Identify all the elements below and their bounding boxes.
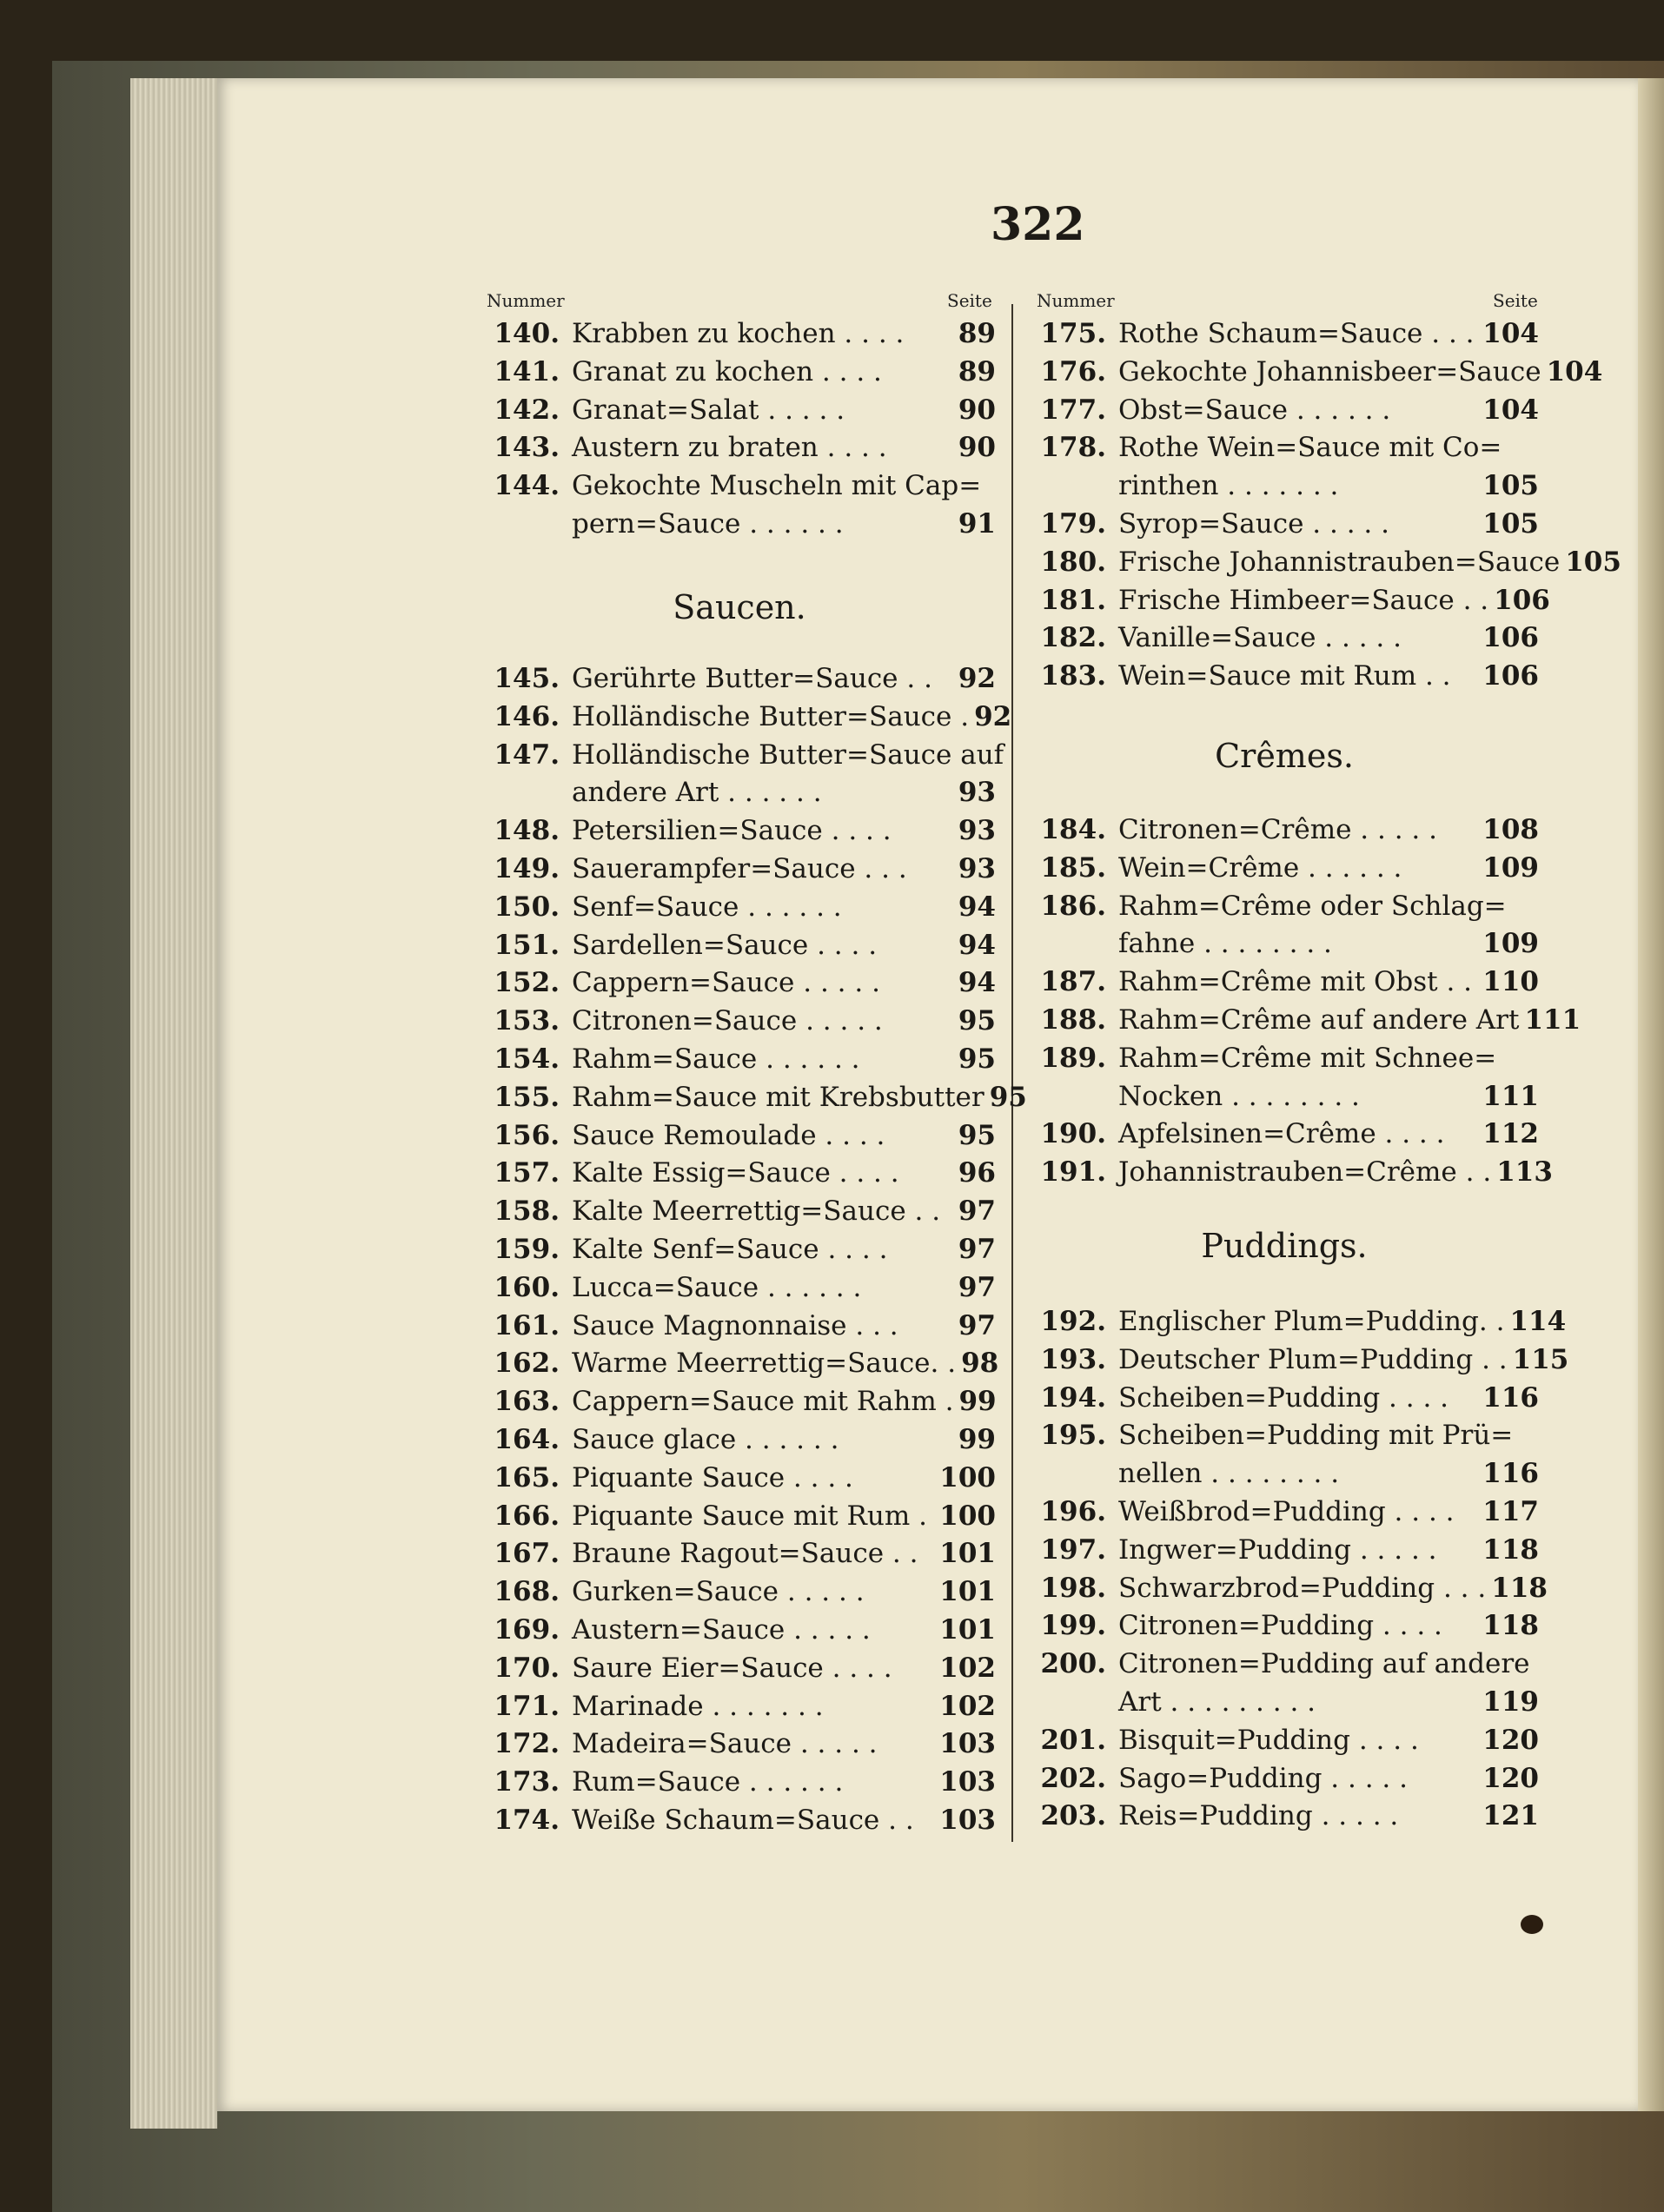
index-entry (1030, 1081, 1539, 1119)
entry-number: 159. (494, 1234, 560, 1265)
section-title-cremes: Crêmes. (1215, 737, 1354, 775)
index-entry (1030, 1572, 1548, 1611)
index-entry (483, 1386, 996, 1424)
entry-title: Austern=Sauce . . . . . (572, 1614, 871, 1646)
entry-number: 180. (1040, 546, 1106, 578)
entry-title: Petersilien=Sauce . . . . (572, 815, 892, 847)
entry-title: Lucca=Sauce . . . . . . (572, 1271, 862, 1303)
entry-title: Austern zu braten . . . . (572, 432, 887, 464)
entry-number: 152. (494, 967, 560, 999)
entry-number: 148. (494, 815, 560, 847)
entry-page: 116 (1482, 1458, 1539, 1490)
entry-title: Warme Meerrettig=Sauce. . (572, 1348, 957, 1380)
page-number: 322 (991, 198, 1085, 251)
index-entry (1030, 1496, 1539, 1534)
entry-title: Kalte Essig=Sauce . . . . (572, 1157, 899, 1189)
index-entry (1030, 1725, 1539, 1763)
entry-title: Johannistrauben=Crême . . (1118, 1156, 1492, 1189)
entry-title: Frische Johannistrauben=Sauce (1118, 546, 1561, 578)
entry-title: Gekochte Muscheln mit Cap= (572, 470, 982, 502)
entry-page: 103 (939, 1728, 996, 1760)
entry-number: 196. (1040, 1496, 1106, 1527)
entry-title: Braune Ragout=Sauce . . (572, 1538, 918, 1570)
index-entry (1030, 660, 1539, 699)
entry-page: 109 (1482, 851, 1539, 884)
entry-title: Bisquit=Pudding . . . . (1118, 1724, 1419, 1756)
column-divider (1011, 304, 1013, 1842)
entry-title: Gekochte Johannisbeer=Sauce (1118, 355, 1541, 387)
index-entry (483, 1195, 996, 1234)
index-entry (483, 777, 996, 815)
entry-title: Rothe Schaum=Sauce . . . (1118, 318, 1475, 349)
entry-page: 110 (1482, 966, 1539, 998)
entry-number: 185. (1040, 851, 1106, 884)
index-entry (1030, 814, 1539, 852)
entry-page: 97 (958, 1309, 996, 1341)
index-entry (483, 1120, 996, 1158)
index-entry (1030, 394, 1539, 433)
entry-title: Gurken=Sauce . . . . . (572, 1576, 865, 1608)
entry-title: Citronen=Pudding auf andere (1118, 1648, 1530, 1680)
section-title-puddings: Puddings. (1201, 1227, 1368, 1265)
index-entry (483, 930, 996, 968)
index-entry (1030, 1458, 1539, 1496)
entry-page: 108 (1482, 814, 1539, 845)
index-entry (1030, 1156, 1553, 1195)
entry-title: Sauce Remoulade . . . . (572, 1119, 885, 1151)
entry-title: Sauce Magnonnaise . . . (572, 1309, 898, 1341)
entry-page: 118 (1482, 1610, 1539, 1642)
entry-number: 158. (494, 1195, 560, 1228)
entry-number: 193. (1040, 1343, 1106, 1375)
entry-title: Rum=Sauce . . . . . . (572, 1766, 844, 1798)
entry-title: Ingwer=Pudding . . . . . (1118, 1533, 1437, 1566)
entry-page: 102 (939, 1690, 996, 1722)
entry-page: 95 (958, 1043, 996, 1075)
entry-number: 201. (1040, 1724, 1106, 1756)
index-entry (483, 1310, 996, 1348)
entry-page: 119 (1482, 1686, 1539, 1718)
index-entry (483, 738, 1004, 778)
entry-number: 175. (1040, 318, 1106, 349)
entry-page: 106 (1482, 622, 1539, 654)
index-entry (483, 967, 996, 1005)
index-entry (483, 700, 1012, 739)
index-entry (1030, 1420, 1539, 1458)
entry-page: 104 (1482, 318, 1539, 349)
right-header-page: Seite (1493, 290, 1538, 311)
entry-title: Granat zu kochen . . . . (572, 355, 882, 387)
entry-number: 163. (494, 1386, 560, 1418)
entry-page: 101 (939, 1538, 996, 1570)
index-entry (1030, 470, 1539, 508)
index-entry (483, 1576, 996, 1614)
entry-page: 90 (958, 432, 996, 464)
entry-page: 117 (1482, 1496, 1539, 1527)
index-entry (483, 1043, 996, 1082)
page-stack (130, 78, 217, 2129)
section-title-saucen: Saucen. (673, 588, 806, 626)
entry-page: 92 (958, 663, 996, 694)
right-header-number: Nummer (1037, 290, 1115, 311)
entry-page: 112 (1482, 1118, 1539, 1150)
entry-number: 174. (494, 1805, 560, 1836)
index-entry (483, 1081, 1027, 1120)
entry-page: 100 (939, 1500, 996, 1532)
index-entry (1030, 318, 1539, 356)
entry-number: 161. (494, 1309, 560, 1341)
entry-number: 160. (494, 1271, 560, 1303)
entry-page: 89 (958, 318, 996, 349)
entry-number: 166. (494, 1500, 560, 1532)
index-entry (1030, 1004, 1581, 1043)
entry-page: 95 (958, 1005, 996, 1037)
entry-title: fahne . . . . . . . . (1118, 928, 1332, 960)
entry-page: 102 (939, 1652, 996, 1684)
index-entry (483, 394, 996, 433)
index-entry (483, 1348, 999, 1386)
entry-number: 190. (1040, 1118, 1106, 1150)
entry-number: 141. (494, 355, 560, 387)
entry-number: 177. (1040, 394, 1106, 426)
entry-page: 97 (958, 1271, 996, 1303)
entry-title: Holländische Butter=Sauce auf (572, 738, 1004, 771)
entry-page: 118 (1491, 1572, 1548, 1604)
entry-page: 91 (958, 508, 996, 540)
index-entry (1030, 1043, 1539, 1081)
entry-page: 94 (958, 891, 996, 923)
entry-number: 203. (1040, 1800, 1106, 1832)
entry-number: 189. (1040, 1042, 1106, 1074)
entry-number: 144. (494, 470, 560, 502)
entry-number: 169. (494, 1614, 560, 1646)
entry-number: 156. (494, 1119, 560, 1151)
index-entry (1030, 1610, 1539, 1648)
entry-title: Piquante Sauce mit Rum . (572, 1500, 927, 1532)
entry-title: Apfelsinen=Crême . . . . (1118, 1118, 1445, 1150)
entry-number: 165. (494, 1461, 560, 1493)
entry-number: 183. (1040, 660, 1106, 692)
entry-title: Vanille=Sauce . . . . . (1118, 622, 1402, 654)
entry-number: 188. (1040, 1004, 1106, 1036)
index-entry (1030, 1763, 1539, 1801)
entry-page: 92 (974, 700, 1012, 732)
entry-title: Wein=Sauce mit Rum . . (1118, 660, 1451, 692)
index-entry (483, 891, 996, 930)
entry-title: Weiße Schaum=Sauce . . (572, 1805, 914, 1836)
entry-number: 194. (1040, 1381, 1106, 1414)
entry-title: Nocken . . . . . . . . (1118, 1080, 1360, 1112)
index-entry (483, 1500, 996, 1539)
entry-title: Marinade . . . . . . . (572, 1690, 824, 1722)
entry-page: 101 (939, 1576, 996, 1608)
index-entry (1030, 1648, 1539, 1686)
entry-title: Cappern=Sauce . . . . . (572, 967, 880, 999)
index-entry (483, 1424, 996, 1462)
entry-title: Saure Eier=Sauce . . . . (572, 1652, 892, 1684)
entry-page: 99 (958, 1424, 996, 1455)
entry-page: 101 (939, 1614, 996, 1646)
entry-title: Senf=Sauce . . . . . . (572, 891, 842, 923)
entry-title: Cappern=Sauce mit Rahm . (572, 1386, 954, 1418)
entry-page: 121 (1482, 1800, 1539, 1832)
index-entry (483, 1157, 996, 1195)
entry-page: 106 (1482, 660, 1539, 692)
entry-page: 100 (939, 1461, 996, 1493)
entry-number: 172. (494, 1728, 560, 1760)
entry-page: 95 (958, 1119, 996, 1151)
left-header-page: Seite (947, 290, 992, 311)
index-entry (1030, 432, 1539, 470)
entry-page: 106 (1494, 584, 1550, 616)
entry-title: Sardellen=Sauce . . . . (572, 929, 878, 961)
entry-number: 143. (494, 432, 560, 464)
index-entry (483, 663, 996, 701)
entry-title: Rahm=Crême auf andere Art (1118, 1004, 1520, 1036)
entry-number: 186. (1040, 890, 1106, 922)
index-entry (483, 1691, 996, 1729)
index-entry (1030, 1118, 1539, 1156)
entry-title: Sago=Pudding . . . . . (1118, 1762, 1408, 1794)
entry-page: 105 (1482, 470, 1539, 502)
entry-number: 178. (1040, 432, 1106, 464)
index-entry (483, 815, 996, 853)
entry-number: 199. (1040, 1610, 1106, 1642)
entry-page: 95 (989, 1081, 1027, 1113)
entry-page: 94 (958, 967, 996, 999)
entry-title: pern=Sauce . . . . . . (572, 508, 844, 540)
entry-number: 170. (494, 1652, 560, 1684)
entry-number: 154. (494, 1043, 560, 1075)
entry-title: Deutscher Plum=Pudding . . (1118, 1343, 1508, 1375)
entry-number: 155. (494, 1081, 560, 1113)
next-page-edge (1638, 78, 1664, 2111)
index-entry (1030, 1382, 1539, 1421)
entry-page: 120 (1482, 1762, 1539, 1794)
entry-title: Rahm=Sauce mit Krebsbutter (572, 1081, 984, 1113)
index-entry (1030, 1800, 1539, 1838)
entry-title: Wein=Crême . . . . . . (1118, 851, 1402, 884)
ink-stain (1521, 1915, 1543, 1934)
index-entry (1030, 355, 1603, 394)
entry-page: 97 (958, 1195, 996, 1228)
entry-title: Gerührte Butter=Sauce . . (572, 663, 932, 694)
entry-number: 146. (494, 700, 560, 732)
index-entry (1030, 1686, 1539, 1725)
left-header-number: Nummer (487, 290, 565, 311)
index-entry (483, 1538, 996, 1576)
entry-title: Granat=Salat . . . . . (572, 394, 845, 426)
entry-number: 191. (1040, 1156, 1106, 1189)
index-entry (1030, 1306, 1567, 1344)
entry-title: rinthen . . . . . . . (1118, 470, 1339, 502)
entry-number: 197. (1040, 1533, 1106, 1566)
entry-number: 140. (494, 318, 560, 349)
index-entry (1030, 928, 1539, 966)
entry-number: 173. (494, 1766, 560, 1798)
entry-page: 120 (1482, 1724, 1539, 1756)
index-entry (483, 1728, 996, 1766)
entry-title: Sauerampfer=Sauce . . . (572, 853, 907, 884)
entry-title: Madeira=Sauce . . . . . (572, 1728, 878, 1760)
entry-title: Art . . . . . . . . . (1118, 1686, 1316, 1718)
entry-title: Holländische Butter=Sauce . (572, 700, 970, 732)
entry-number: 195. (1040, 1420, 1106, 1452)
entry-page: 103 (939, 1766, 996, 1798)
entry-number: 202. (1040, 1762, 1106, 1794)
index-entry (483, 1272, 996, 1310)
entry-title: Kalte Senf=Sauce . . . . (572, 1234, 888, 1265)
entry-page: 118 (1482, 1533, 1539, 1566)
index-entry (483, 1766, 996, 1805)
index-entry (1030, 508, 1539, 546)
entry-title: Krabben zu kochen . . . . (572, 318, 905, 349)
entry-page: 94 (958, 929, 996, 961)
entry-number: 153. (494, 1005, 560, 1037)
entry-number: 168. (494, 1576, 560, 1608)
entry-title: Citronen=Pudding . . . . (1118, 1610, 1442, 1642)
entry-title: Citronen=Crême . . . . . (1118, 814, 1437, 845)
entry-number: 151. (494, 929, 560, 961)
index-entry (483, 853, 996, 891)
index-entry (1030, 852, 1539, 891)
entry-number: 182. (1040, 622, 1106, 654)
index-entry (1030, 1534, 1539, 1573)
entry-number: 164. (494, 1424, 560, 1455)
entry-page: 93 (958, 815, 996, 847)
entry-page: 89 (958, 355, 996, 387)
entry-title: Scheiben=Pudding . . . . (1118, 1381, 1449, 1414)
index-entry (483, 432, 996, 470)
entry-title: Rahm=Sauce . . . . . . (572, 1043, 860, 1075)
index-entry (483, 508, 996, 546)
entry-page: 115 (1512, 1343, 1569, 1375)
entry-number: 187. (1040, 966, 1106, 998)
entry-page: 103 (939, 1805, 996, 1836)
entry-title: Rahm=Crême mit Obst . . (1118, 966, 1473, 998)
entry-title: Sauce glace . . . . . . (572, 1424, 839, 1455)
entry-title: Frische Himbeer=Sauce . . (1118, 584, 1489, 616)
entry-title: nellen . . . . . . . . (1118, 1458, 1340, 1490)
entry-page: 116 (1482, 1381, 1539, 1414)
entry-number: 149. (494, 853, 560, 884)
entry-number: 162. (494, 1348, 560, 1380)
entry-title: Weißbrod=Pudding . . . . (1118, 1496, 1455, 1527)
entry-page: 109 (1482, 928, 1539, 960)
index-entry (483, 470, 996, 508)
entry-page: 96 (958, 1157, 996, 1189)
entry-title: Rahm=Crême mit Schnee= (1118, 1042, 1497, 1074)
index-entry (1030, 966, 1539, 1004)
index-entry (1030, 546, 1621, 585)
index-entry (483, 1234, 996, 1272)
index-entry (483, 356, 996, 394)
index-entry (483, 1005, 996, 1043)
entry-number: 171. (494, 1690, 560, 1722)
entry-number: 157. (494, 1157, 560, 1189)
entry-number: 167. (494, 1538, 560, 1570)
entry-page: 93 (958, 777, 996, 809)
entry-title: Scheiben=Pudding mit Prü= (1118, 1420, 1514, 1452)
entry-page: 105 (1565, 546, 1621, 578)
index-entry (483, 1652, 996, 1691)
entry-title: Reis=Pudding . . . . . (1118, 1800, 1399, 1832)
entry-page: 99 (958, 1386, 997, 1418)
entry-page: 97 (958, 1234, 996, 1265)
entry-page: 104 (1482, 394, 1539, 426)
entry-number: 198. (1040, 1572, 1106, 1604)
entry-title: Syrop=Sauce . . . . . (1118, 508, 1389, 540)
entry-number: 181. (1040, 584, 1106, 616)
index-entry (483, 1805, 996, 1843)
entry-number: 179. (1040, 508, 1106, 540)
index-entry (1030, 622, 1539, 660)
entry-number: 150. (494, 891, 560, 923)
entry-title: Piquante Sauce . . . . (572, 1461, 853, 1493)
entry-number: 145. (494, 663, 560, 694)
entry-title: Rahm=Crême oder Schlag= (1118, 890, 1507, 922)
entry-page: 114 (1509, 1306, 1567, 1337)
entry-title: Obst=Sauce . . . . . . (1118, 394, 1391, 426)
entry-title: Rothe Wein=Sauce mit Co= (1118, 432, 1502, 464)
entry-title: Englischer Plum=Pudding. . (1118, 1306, 1505, 1337)
entry-page: 104 (1546, 355, 1603, 387)
index-entry (1030, 891, 1539, 929)
entry-number: 142. (494, 394, 560, 426)
entry-number: 200. (1040, 1648, 1106, 1680)
entry-number: 192. (1040, 1306, 1106, 1337)
entry-page: 98 (961, 1348, 999, 1380)
index-entry (483, 318, 996, 356)
entry-number: 147. (494, 738, 560, 771)
index-entry (483, 1614, 996, 1652)
entry-page: 90 (958, 394, 996, 426)
entry-title: Citronen=Sauce . . . . . (572, 1005, 883, 1037)
entry-number: 184. (1040, 814, 1106, 845)
index-entry (483, 1462, 996, 1500)
entry-page: 105 (1482, 508, 1539, 540)
index-entry (1030, 584, 1550, 623)
entry-title: Kalte Meerrettig=Sauce . . (572, 1195, 941, 1228)
entry-page: 93 (958, 853, 996, 884)
entry-page: 111 (1482, 1080, 1539, 1112)
entry-title: Schwarzbrod=Pudding . . . (1118, 1572, 1487, 1604)
entry-page: 111 (1524, 1004, 1581, 1036)
entry-number: 176. (1040, 355, 1106, 387)
entry-page: 113 (1496, 1156, 1553, 1189)
entry-title: andere Art . . . . . . (572, 777, 822, 809)
index-entry (1030, 1343, 1569, 1382)
